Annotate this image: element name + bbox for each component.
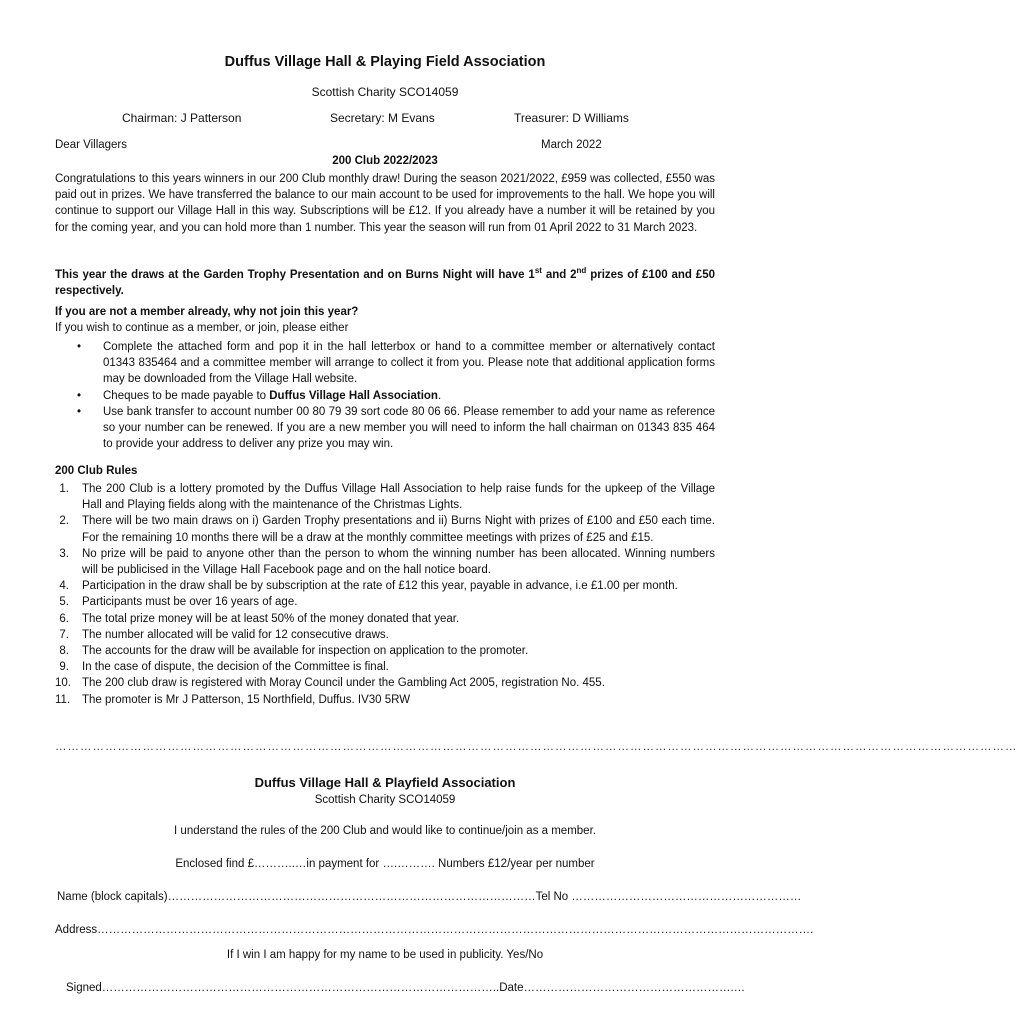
rule-number: 11. [55,693,71,706]
rule-text: There will be two main draws on i) Garden Trophy presentations and ii) Burns Night with prizes of £100 and £50 each time. For the remaining 10 months there will be a draw at the monthly committee meetings with prizes of £25 and £15. [82,515,715,544]
signed-date-field: Signed…………………………………………………………………………………………..Date……………………………………………….… [66,982,746,994]
intro-paragraph: Congratulations to this years winners in our 200 Club monthly draw! During the season 2021/2022, £959 was collected, £550 was paid out in prizes. We have transferred the balance to our main account to be used for improvements to the hall. We hope you will continue to support our Village Hall in this way. Subscriptions will be £12. If you already have a number it will be retained by you for the coming year, and you can hold more than 1 number. This year the season will run from 01 April 2022 to 31 March 2023. [55,173,715,234]
rule-text: The number allocated will be valid for 12 consecutive draws. [82,628,389,641]
rules-heading: 200 Club Rules [55,465,138,477]
rule-item [55,578,715,594]
membership-declaration: I understand the rules of the 200 Club and would like to continue/join as a member. [174,825,596,837]
publicity-consent: If I win I am happy for my name to be used in publicity. Yes/No [226,949,544,961]
rule-text: No prize will be paid to anyone other than the person to whom the winning number has been allocated. Winning numbers will be publicised in the Village Hall Facebook page and on the hall notice board. [82,547,715,577]
form-title: Duffus Village Hall & Playfield Association [254,775,516,790]
draws-text-1: This year the draws at the Garden Trophy Presentation and on Burns Night will have 1 [55,268,535,281]
rule-number: 9. [59,661,69,674]
rule-text: Participants must be over 16 years of age. [82,596,298,609]
rules-list [55,481,715,708]
address-field: Address……………………………………………………………………………………………………………………………………………………………………. [55,924,814,936]
rule-text: The total prize money will be at least 50% of the money donated that year. [82,612,460,625]
rule-item [55,513,715,545]
letter-date: March 2022 [541,139,602,151]
draws-text-3: prizes of £100 and £50 respectively. [55,268,715,298]
payment-field: Enclosed find £………..…in payment for ….………. Numbers £12/year per number [175,858,595,870]
rule-text: The 200 club draw is registered with Moray Council under the Gambling Act 2005, registration No. 455. [82,677,605,690]
rule-item [55,659,715,675]
rule-item [55,627,715,643]
rule-number: 1. [59,483,69,495]
join-intro: If you wish to continue as a member, or join, please either [55,322,349,334]
payee-name: Duffus Village Hall Association [269,389,438,402]
rule-number: 4. [59,580,69,593]
draws-sup-2: nd [576,266,587,275]
rule-text: In the case of dispute, the decision of the Committee is final. [82,661,389,674]
treasurer-name: Treasurer: D Williams [514,111,629,125]
option-text: Cheques to be made payable to [103,389,270,402]
rule-item [55,692,715,708]
list-item [55,339,715,388]
rule-number: 2. [59,515,69,528]
rule-number: 6. [59,612,69,625]
bullet-icon: • [77,405,82,418]
salutation: Dear Villagers [55,139,128,151]
cut-line: …………………………………………………………………………………………………………………………………………………………………………………………………………… [55,741,1018,753]
rule-item [55,594,715,610]
option-text: Use bank transfer to account number 00 80 79 39 sort code 80 06 66. Please remember to add your name as reference so your number can be renewed. If you are a new member you will need to inform the hall chairman on 01343 835 464 to provide your address to deliver any prize you may win. [103,405,715,451]
rule-text: Participation in the draw shall be by subscription at the rate of £12 this year, payable in advance, i.e £1.00 per month. [82,580,678,593]
secretary-name: Secretary: M Evans [330,111,435,125]
rule-number: 5. [59,596,69,609]
rule-item [55,643,715,659]
form-charity-number: Scottish Charity SCO14059 [314,794,456,806]
name-tel-field: Name (block capitals)……………………………………………………………………………………Tel No …………………………………………………… [57,891,802,903]
rule-item [55,481,715,513]
rule-number: 10. [55,677,71,690]
draws-sup-1: st [534,266,542,275]
list-item [55,388,715,404]
club-heading: 200 Club 2022/2023 [332,155,438,167]
bullet-icon: • [77,341,82,353]
draws-paragraph [55,263,715,299]
chairman-name: Chairman: J Patterson [122,111,242,125]
rule-number: 7. [59,628,69,641]
rule-text: The 200 Club is a lottery promoted by the Duffus Village Hall Association to help raise funds for the upkeep of the Village Hall and Playing fields along with the maintenance of the Christmas Lights. [82,483,715,512]
list-item [55,404,715,453]
option-text: Complete the attached form and pop it in the hall letterbox or hand to a committee member or alternatively contact 01343 835464 and a committee member will arrange to collect it from you. Please note that additional application forms may be downloaded from the Village Hall website. [103,341,715,386]
bullet-icon: • [77,389,82,402]
rule-number: 8. [59,645,69,658]
draws-text-2: and 2 [541,268,577,281]
rule-number: 3. [59,547,69,560]
document-title: Duffus Village Hall & Playing Field Association [224,54,546,70]
rule-item [55,546,715,578]
join-heading: If you are not a member already, why not join this year? [55,306,359,318]
rule-text: The accounts for the draw will be available for inspection on application to the promoter. [82,645,529,658]
join-options-list [55,339,715,452]
rule-text: The promoter is Mr J Patterson, 15 Northfield, Duffus. IV30 5RW [82,693,411,706]
rule-item [55,611,715,627]
rule-item [55,675,715,691]
charity-number: Scottish Charity SCO14059 [311,85,459,99]
option-text-end: . [437,389,442,402]
